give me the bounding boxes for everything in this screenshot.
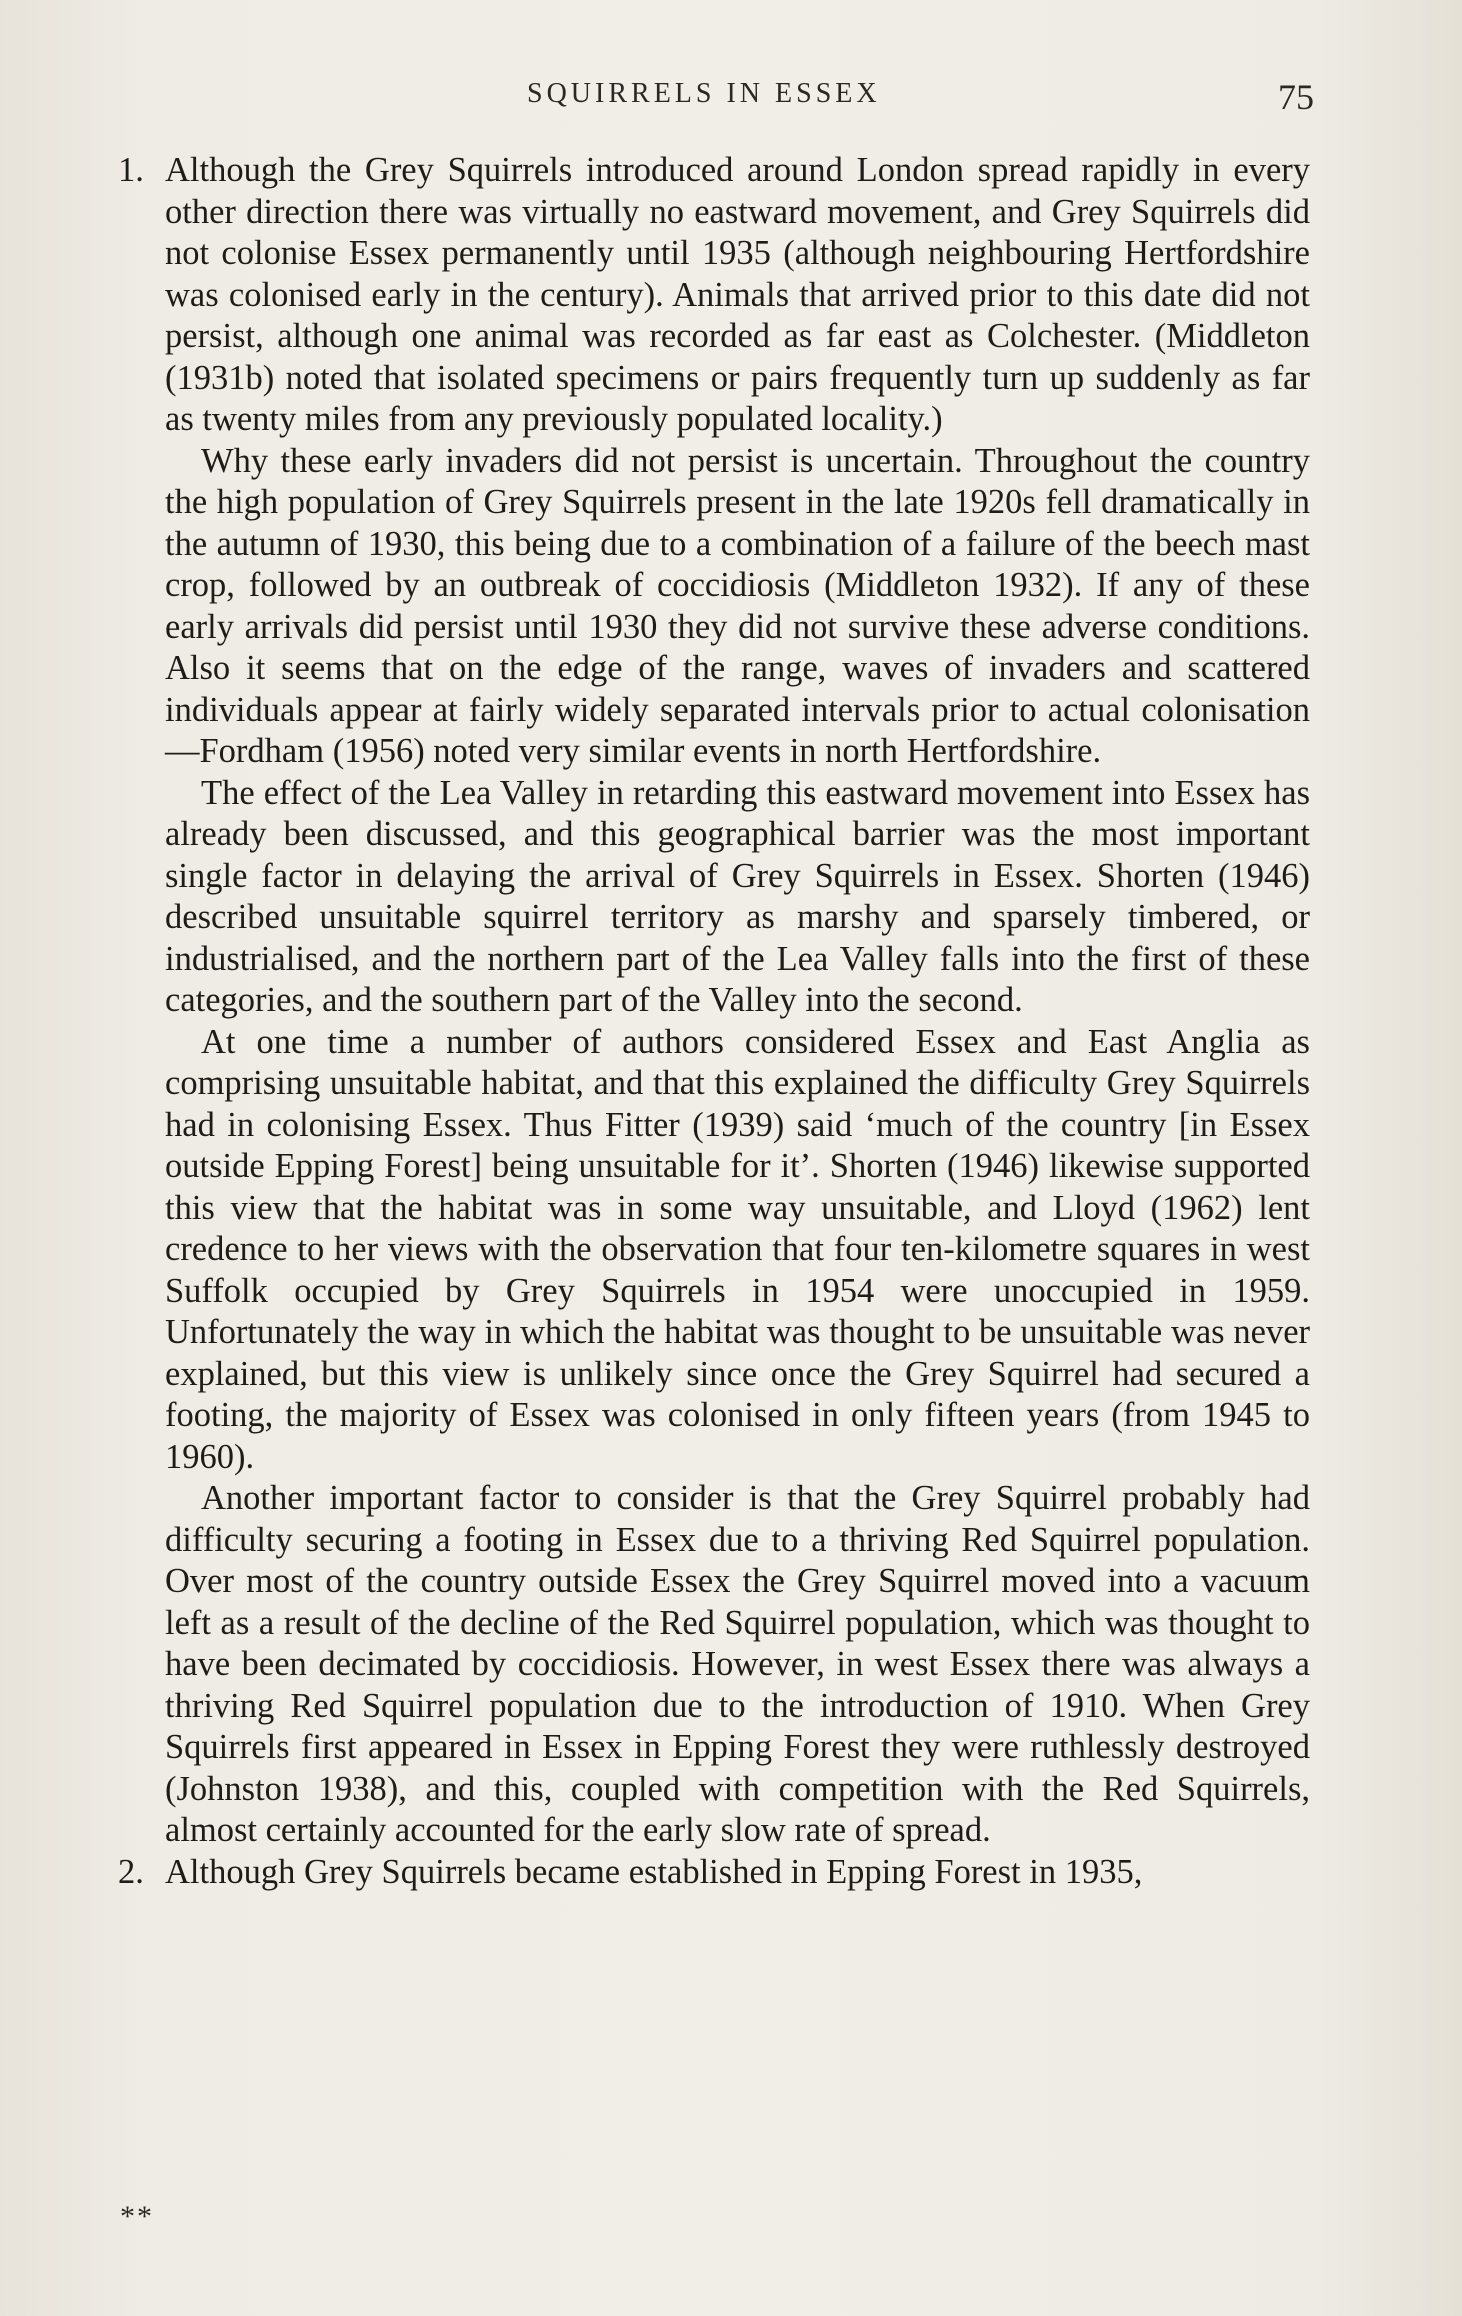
page-body	[118, 150, 1310, 1893]
numbered-paragraph-2	[118, 1852, 1310, 1894]
numbered-paragraph-1	[118, 150, 1310, 441]
page-number: 75	[1278, 77, 1314, 117]
paragraph: The effect of the Lea Valley in retarding this eastward movement into Essex has already been discussed, and this geographical barrier was the most important single factor in delaying the arrival of Grey Squirrels in Essex. Shorten (1946) described unsuitable squirrel territory as marshy and sparsely timbered, or industrialised, and the northern part of the Lea Valley falls into the first of these categories, and the southern part of the Valley into the second.	[165, 773, 1310, 1019]
paragraph: At one time a number of authors considered Essex and East Anglia as comprising unsuitable habitat, and that this explained the difficulty Grey Squirrels had in colonising Essex. Thus Fitter (1939) said ‘much of the country [in Essex outside Epping Forest] being unsuitable for it’. Shorten (1946) likewise supported this view that the habitat was in some way unsuitable, and Lloyd (1962) lent credence to her views with the observation that four ten-kilometre squares in west Suffolk occupied by Grey Squirrels in 1954 were unoccupied in 1959. Unfortunately the way in which the habitat was thought to be unsuitable was never explained, but this view is unlikely since once the Grey Squirrel had secured a footing, the majority of Essex was colonised in only fifteen years (from 1945 to 1960).	[165, 1022, 1310, 1476]
running-title: SQUIRRELS IN ESSEX	[527, 78, 881, 109]
page-header	[0, 68, 1462, 128]
item-number: 2.	[118, 1852, 144, 1891]
paragraph: Why these early invaders did not persist is uncertain. Throughout the country the high population of Grey Squirrels present in the late 1920s fell dramatically in the autumn of 1930, this being due to a combination of a failure of the beech mast crop, followed by an outbreak of coccidiosis (Middleton 1932). If any of these early arrivals did persist until 1930 they did not survive these adverse conditions. Also it seems that on the edge of the range, waves of invaders and scattered individuals appear at fairly widely separated intervals prior to actual colonisation—Fordham (1956) noted very similar events in north Hertfordshire.	[165, 441, 1310, 770]
paragraph-text: Although the Grey Squirrels introduced around London spread rapidly in every other direction there was virtually no eastward movement, and Grey Squirrels did not colonise Essex permanently until 1935 (although neighbouring Hertfordshire was colonised early in the century). Animals that arrived prior to this date did not persist, although one animal was recorded as far east as Colchester. (Middleton (1931b) noted that isolated specimens or pairs frequently turn up suddenly as far as twenty miles from any previously populated locality.)	[165, 151, 1310, 438]
signature-mark: **	[120, 2200, 154, 2233]
item-number: 1.	[118, 151, 144, 189]
paragraph: Another important factor to consider is that the Grey Squirrel probably had difficulty securing a footing in Essex due to a thriving Red Squirrel population. Over most of the country outside Essex the Grey Squirrel moved into a vacuum left as a result of the decline of the Red Squirrel population, which was thought to have been decimated by coccidiosis. However, in west Essex there was always a thriving Red Squirrel population due to the introduction of 1910. When Grey Squirrels first appeared in Essex in Epping Forest they were ruthlessly destroyed (Johnston 1938), and this, coupled with competition with the Red Squirrels, almost certainly accounted for the early slow rate of spread.	[165, 1479, 1310, 1849]
paragraph-text: Although Grey Squirrels became established in Epping Forest in 1935,	[165, 1852, 1143, 1891]
